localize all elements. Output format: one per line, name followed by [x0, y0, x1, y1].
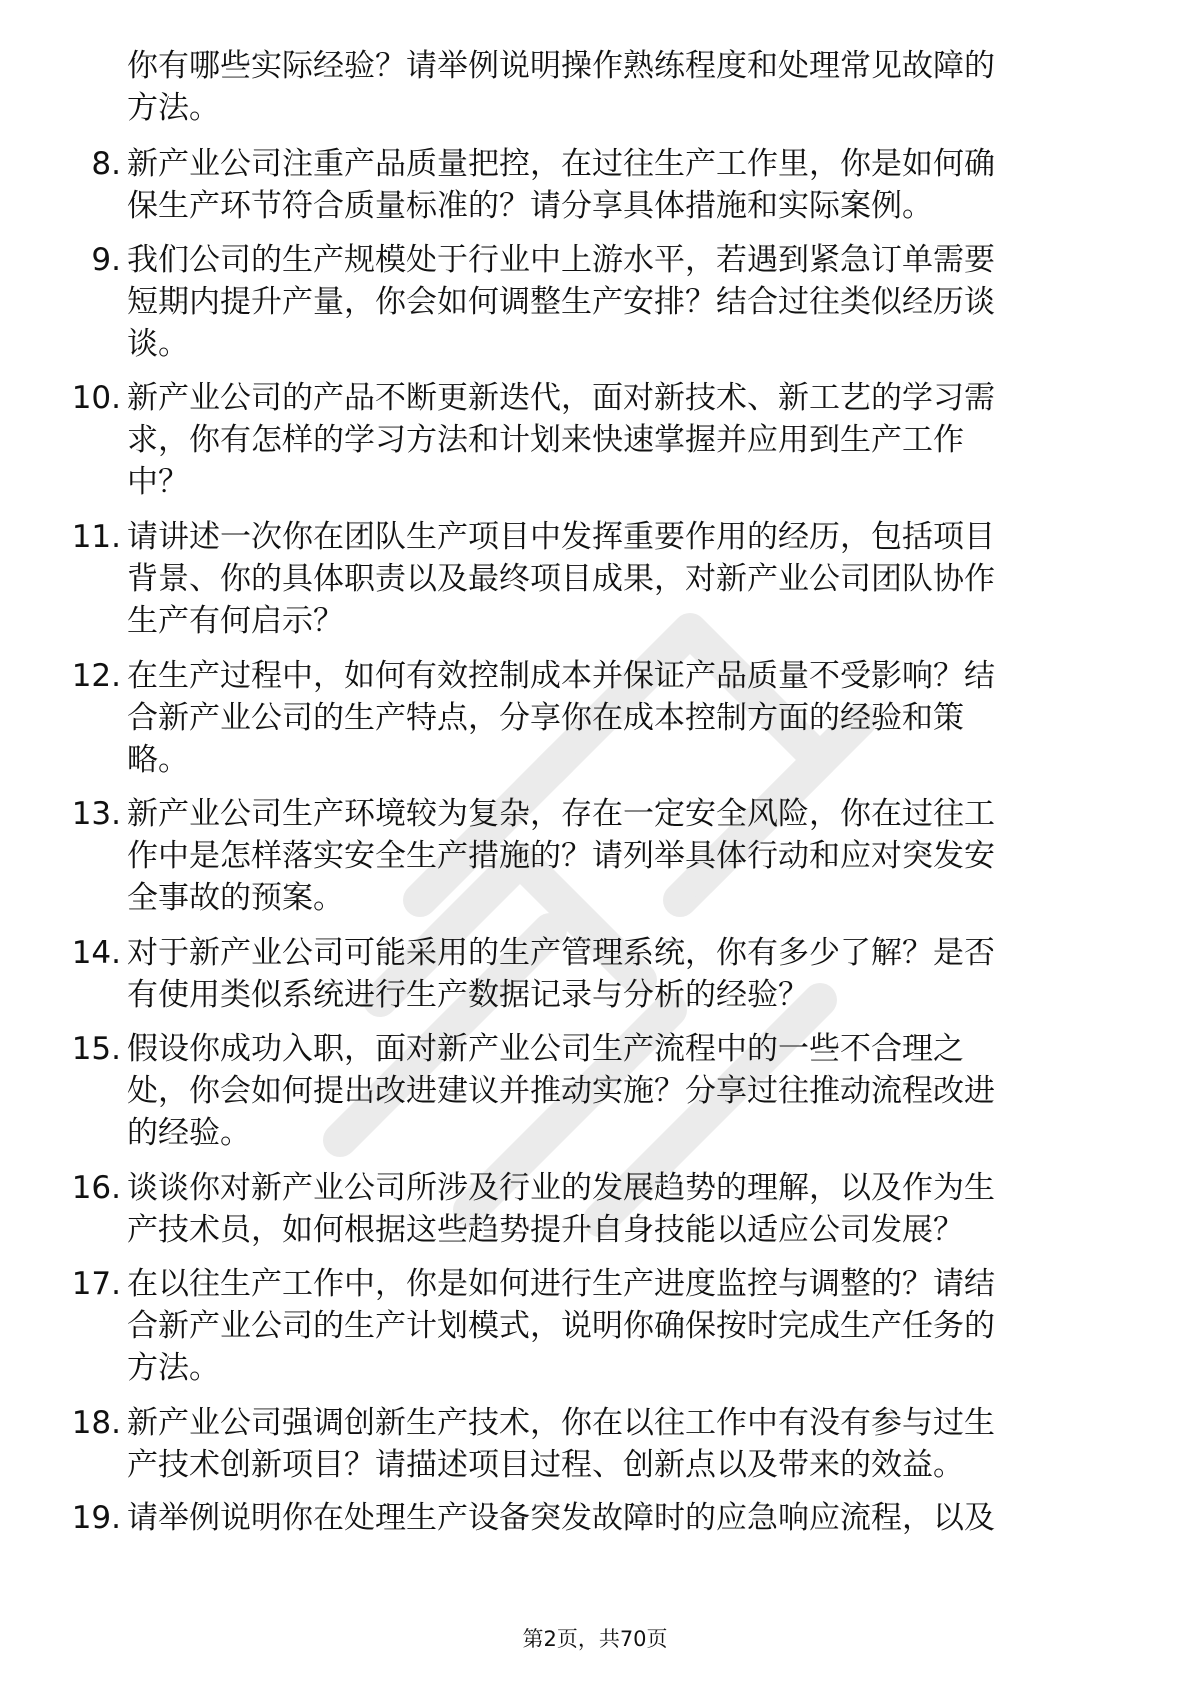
question-text	[127, 1500, 1117, 1572]
question-line: 求，你有怎样的学习方法和计划来快速掌握并应用到生产工作	[127, 422, 964, 458]
question-line: 我们公司的生产规模处于行业中上游水平，若遇到紧急订单需要	[127, 242, 995, 278]
question-text	[127, 380, 1117, 524]
question-line: 生产有何启示？	[127, 603, 344, 639]
question-number: 15.	[71, 1031, 121, 1067]
question-line: 对于新产业公司可能采用的生产管理系统，你有多少了解？是否	[127, 935, 995, 971]
question-text	[127, 242, 1117, 386]
question-number: 10.	[71, 380, 121, 416]
continuation-line: 你有哪些实际经验？请举例说明操作熟练程度和处理常见故障的	[127, 48, 995, 84]
question-line: 产技术创新项目？请描述项目过程、创新点以及带来的效益。	[127, 1447, 964, 1483]
question-line: 谈谈你对新产业公司所涉及行业的发展趋势的理解，以及作为生	[127, 1170, 995, 1206]
question-text	[127, 796, 1117, 940]
question-line: 方法。	[127, 1350, 220, 1386]
question-line: 假设你成功入职，面对新产业公司生产流程中的一些不合理之	[127, 1031, 964, 1067]
question-line: 产技术员，如何根据这些趋势提升自身技能以适应公司发展？	[127, 1212, 964, 1248]
question-number: 8.	[91, 146, 121, 182]
question-number: 14.	[71, 935, 121, 971]
question-line: 短期内提升产量，你会如何调整生产安排？结合过往类似经历谈	[127, 284, 995, 320]
question-line: 新产业公司注重产品质量把控，在过往生产工作里，你是如何确	[127, 146, 995, 182]
page-footer: 第2页，共70页	[522, 1627, 668, 1651]
question-text	[127, 1266, 1117, 1410]
question-text	[127, 1405, 1117, 1513]
question-line: 请举例说明你在处理生产设备突发故障时的应急响应流程，以及	[127, 1500, 995, 1536]
question-text	[127, 1031, 1117, 1175]
question-number: 9.	[91, 242, 121, 278]
question-line: 新产业公司生产环境较为复杂，存在一定安全风险，你在过往工	[127, 796, 995, 832]
question-line: 在生产过程中，如何有效控制成本并保证产品质量不受影响？结	[127, 658, 995, 694]
question-text	[127, 1170, 1117, 1278]
question-number: 19.	[71, 1500, 121, 1536]
question-line: 略。	[127, 742, 189, 778]
question-line: 合新产业公司的生产计划模式，说明你确保按时完成生产任务的	[127, 1308, 995, 1344]
question-line: 全事故的预案。	[127, 880, 344, 916]
question-line: 保生产环节符合质量标准的？请分享具体措施和实际案例。	[127, 188, 933, 224]
question-text	[127, 146, 1117, 254]
question-number: 12.	[71, 658, 121, 694]
question-number: 13.	[71, 796, 121, 832]
question-line: 新产业公司的产品不断更新迭代，面对新技术、新工艺的学习需	[127, 380, 995, 416]
question-number: 18.	[71, 1405, 121, 1441]
question-line: 合新产业公司的生产特点，分享你在成本控制方面的经验和策	[127, 700, 964, 736]
question-line: 作中是怎样落实安全生产措施的？请列举具体行动和应对突发安	[127, 838, 995, 874]
question-line: 新产业公司强调创新生产技术，你在以往工作中有没有参与过生	[127, 1405, 995, 1441]
question-number: 16.	[71, 1170, 121, 1206]
question-line: 处，你会如何提出改进建议并推动实施？分享过往推动流程改进	[127, 1073, 995, 1109]
question-text	[127, 935, 1117, 1043]
question-line: 请讲述一次你在团队生产项目中发挥重要作用的经历，包括项目	[127, 519, 995, 555]
continuation-line: 方法。	[127, 90, 220, 126]
question-line: 有使用类似系统进行生产数据记录与分析的经验？	[127, 977, 809, 1013]
question-number: 11.	[71, 519, 121, 555]
question-line: 的经验。	[127, 1115, 251, 1151]
question-text	[127, 519, 1117, 663]
question-line: 背景、你的具体职责以及最终项目成果，对新产业公司团队协作	[127, 561, 995, 597]
question-number: 17.	[71, 1266, 121, 1302]
question-line: 中？	[127, 464, 189, 500]
question-text	[127, 658, 1117, 802]
question-line: 在以往生产工作中，你是如何进行生产进度监控与调整的？请结	[127, 1266, 995, 1302]
question-line: 谈。	[127, 326, 189, 362]
